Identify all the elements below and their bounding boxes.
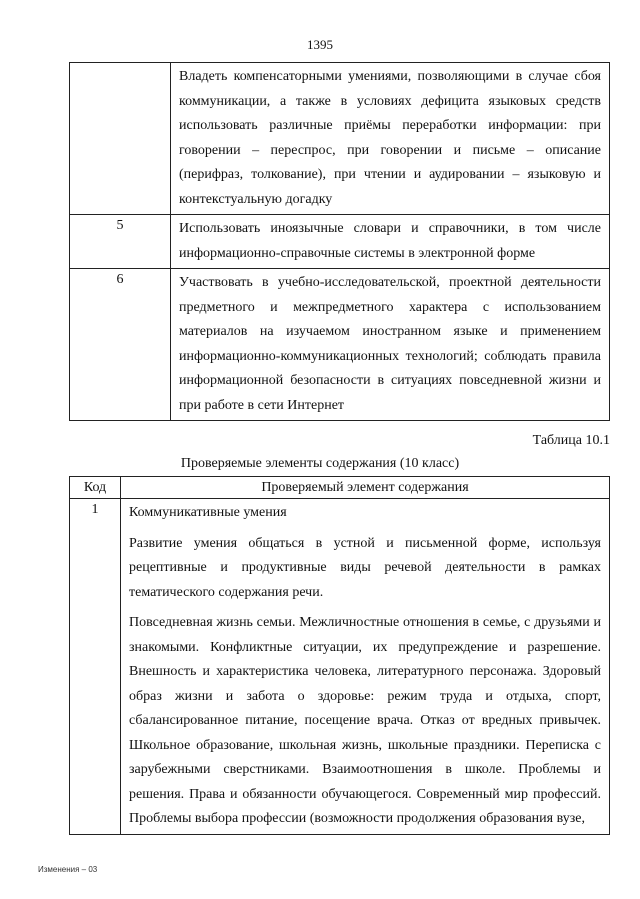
footer-revision: Изменения – 03 <box>38 865 98 874</box>
header-element: Проверяемый элемент содержания <box>121 477 610 499</box>
table-header-row <box>70 477 610 499</box>
row-code: 1 <box>70 499 121 835</box>
row-heading: Коммуникативные умения <box>129 505 287 520</box>
row-number <box>70 63 171 215</box>
table-row <box>70 499 610 835</box>
row-text: Участвовать в учебно-исследовательской, проектной деятельности предметного и межпредметного характера с использованием материалов на изучаемом иностранном языке и применением информационно-коммуникационных технологий; соблюдать правила информационной безопасности в ситуациях повседневной жизни и при работе в сети Интернет <box>171 269 610 421</box>
table-row <box>70 269 610 421</box>
row-number: 6 <box>70 269 171 421</box>
row-paragraph: Развитие умения общаться в устной и письменной форме, используя рецептивные и продуктивные виды речевой деятельности в рамках тематического содержания речи. <box>129 535 601 600</box>
requirements-table-continued <box>69 62 610 421</box>
row-number: 5 <box>70 215 171 269</box>
header-code: Код <box>70 477 121 499</box>
row-paragraph: Повседневная жизнь семьи. Межличностные отношения в семье, с друзьями и знакомыми. Конфликтные ситуации, их предупреждение и разрешение. Внешность и характеристика человека, литературного персонажа. Здоровый образ жизни и забота о здоровье: режим труда и отдыха, спорт, сбалансированное питание, посещение врача. Отказ от вредных привычек. Школьное образование, школьная жизнь, школьные праздники. Переписка с зарубежными сверстниками. Взаимоотношения в школе. Проблемы и решения. Права и обязанности обучающегося. Современный мир профессий. Проблемы выбора профессии (возможности продолжения образования вузе, <box>129 615 601 826</box>
content-elements-table <box>69 476 610 835</box>
row-content <box>121 499 610 835</box>
page-number: 1395 <box>307 37 333 52</box>
table-caption: Таблица 10.1 <box>532 433 610 448</box>
table-title: Проверяемые элементы содержания (10 класс) <box>180 456 460 471</box>
table-row <box>70 63 610 215</box>
row-text: Использовать иноязычные словари и справочники, в том числе информационно-справочные системы в электронной форме <box>171 215 610 269</box>
row-text: Владеть компенсаторными умениями, позволяющими в случае сбоя коммуникации, а также в условиях дефицита языковых средств использовать различные приёмы переработки информации: при говорении – переспрос, при говорении и письме – описание (перифраз, толкование), при чтении и аудировании – языковую и контекстуальную догадку <box>171 63 610 215</box>
table-row <box>70 215 610 269</box>
